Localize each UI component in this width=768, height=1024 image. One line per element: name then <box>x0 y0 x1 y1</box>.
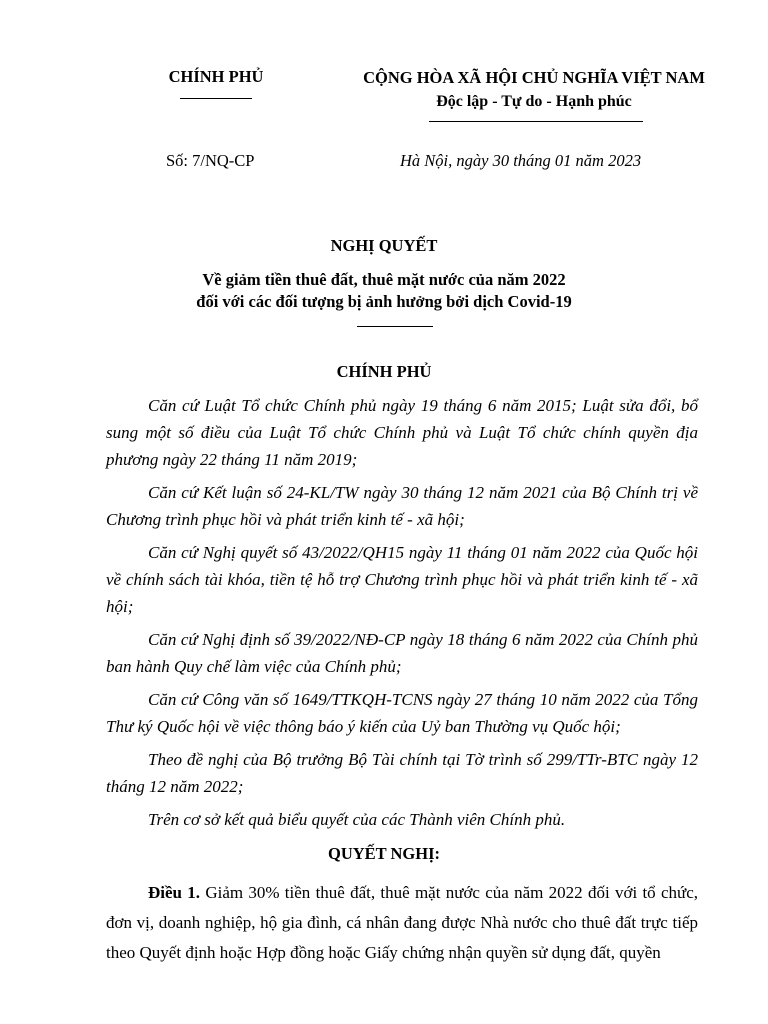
preamble-paragraph: Trên cơ sở kết quả biểu quyết của các Thành viên Chính phủ. <box>148 810 566 829</box>
preamble-paragraph: Căn cứ Nghị quyết số 43/2022/QH15 ngày 11 tháng 01 năm 2022 của Quốc hội về chính sách tài khóa, tiền tệ hỗ trợ Chương trình phục hồi và phát triển kinh tế - xã hội; <box>106 543 698 616</box>
article-1-label: Điều 1. <box>148 883 201 902</box>
nation-name: CỘNG HÒA XÃ HỘI CHỦ NGHĨA VIỆT NAM <box>363 68 705 87</box>
issuer-underline <box>180 98 252 99</box>
national-motto: Độc lập - Tự do - Hạnh phúc <box>436 93 632 110</box>
preamble-paragraph: Căn cứ Công văn số 1649/TTKQH-TCNS ngày 27 tháng 10 năm 2022 của Tổng Thư ký Quốc hội về việc thông báo ý kiến của Uỷ ban Thường vụ Quốc hội; <box>106 690 698 736</box>
preamble-paragraph: Căn cứ Nghị định số 39/2022/NĐ-CP ngày 18 tháng 6 năm 2022 của Chính phủ ban hành Quy chế làm việc của Chính phủ; <box>106 630 698 676</box>
document-number: Số: 7/NQ-CP <box>166 151 255 170</box>
article-1-paragraph <box>106 878 698 968</box>
place-and-date: Hà Nội, ngày 30 tháng 01 năm 2023 <box>400 151 642 170</box>
motto-underline <box>429 121 643 122</box>
subject-line-1: Về giảm tiền thuê đất, thuê mặt nước của năm 2022 <box>202 270 566 289</box>
preamble <box>106 392 698 839</box>
title-underline <box>357 326 433 327</box>
decides-heading: QUYẾT NGHỊ: <box>327 844 440 863</box>
article-1 <box>106 878 698 968</box>
document-type: NGHỊ QUYẾT <box>330 236 438 255</box>
article-1-text: Giảm 30% tiền thuê đất, thuê mặt nước của năm 2022 đối với tổ chức, đơn vị, doanh nghiệp, hộ gia đình, cá nhân đang được Nhà nước cho thuê đất trực tiếp theo Quyết định hoặc Hợp đồng hoặc Giấy chứng nhận quyền sử dụng đất, quyền <box>106 883 698 962</box>
subject-line-2: đối với các đối tượng bị ảnh hưởng bởi dịch Covid-19 <box>196 292 572 311</box>
issuing-body: CHÍNH PHỦ <box>336 362 432 381</box>
preamble-paragraph: Theo đề nghị của Bộ trưởng Bộ Tài chính tại Tờ trình số 299/TTr-BTC ngày 12 tháng 12 năm 2022; <box>106 750 698 796</box>
national-heading <box>330 66 738 114</box>
preamble-paragraph: Căn cứ Kết luận số 24-KL/TW ngày 30 tháng 12 năm 2021 của Bộ Chính trị về Chương trình phục hồi và phát triển kinh tế - xã hội; <box>106 483 698 529</box>
document-subject <box>150 269 618 313</box>
issuer-heading: CHÍNH PHỦ <box>168 67 264 86</box>
preamble-paragraph: Căn cứ Luật Tổ chức Chính phủ ngày 19 tháng 6 năm 2015; Luật sửa đổi, bổ sung một số điều của Luật Tổ chức Chính phủ và Luật Tổ chức chính quyền địa phương ngày 22 tháng 11 năm 2019; <box>106 396 698 469</box>
